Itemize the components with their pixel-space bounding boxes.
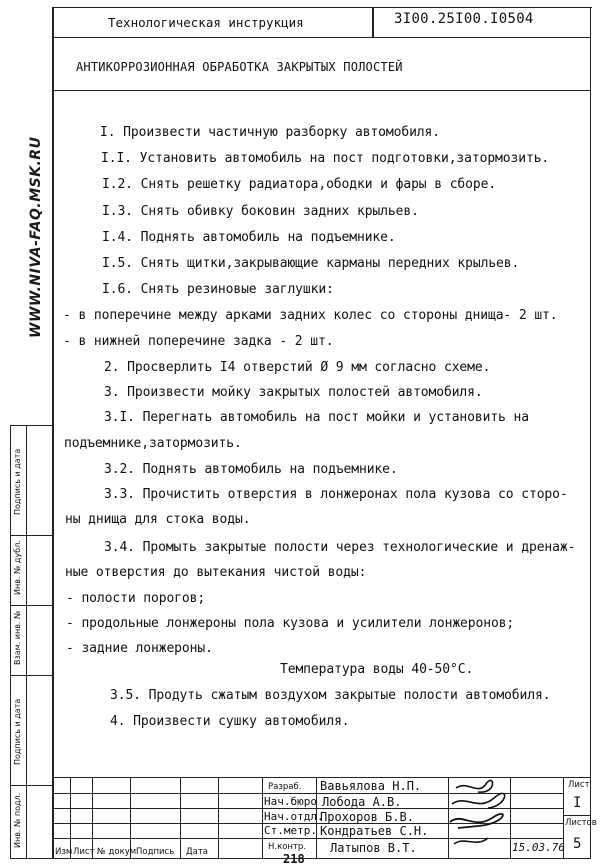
sheet-label: Лист — [568, 780, 590, 790]
header-left: Технологическая инструкция — [108, 15, 304, 30]
stamp-role: Ст.метр. — [264, 824, 317, 837]
sheet-value: I — [573, 795, 582, 811]
stamp-col-2 — [92, 777, 93, 858]
side-col-mid — [26, 425, 27, 859]
stamp-name: Лобода А.В. — [322, 795, 402, 809]
side-label-orig-inv: Инв. № подл. — [13, 792, 22, 848]
body-line: 3.I. Перегнать автомобиль на пост мойки и установить на — [104, 410, 529, 425]
header-right: 3I00.25I00.I0504 — [394, 11, 534, 27]
stamp-name: Кондратьев С.Н. — [320, 824, 429, 838]
body-line: I.3. Снять обивку боковин задних крыльев. — [102, 204, 419, 219]
body-line: I.4. Поднять автомобиль на подъемнике. — [102, 230, 396, 245]
body-line: 3.2. Поднять автомобиль на подъемнике. — [104, 462, 398, 477]
body-line: - полости порогов; — [66, 591, 206, 606]
stamp-role: Разраб. — [268, 782, 302, 792]
stamp-date: 15.03.76 — [512, 841, 565, 854]
body-line: 3.4. Промыть закрытые полости через технологические и дренаж- — [104, 540, 576, 555]
stamp-col-6 — [262, 777, 263, 858]
body-line: ны днища для стока воды. — [65, 512, 251, 527]
watermark-text: WWW.NIVA-FAQ.MSK.RU — [28, 136, 44, 338]
header-split — [372, 7, 374, 38]
side-label-sign-date-2: Подпись и дата — [13, 698, 22, 765]
body-line: - продольные лонжероны пола кузова и усилители лонжеронов; — [66, 616, 515, 631]
body-line: 2. Просверлить I4 отверстий Ø 9 мм согласно схеме. — [104, 360, 491, 375]
body-line: 4. Произвести сушку автомобиля. — [110, 714, 350, 729]
watermark — [8, 8, 44, 348]
body-line: I.5. Снять щитки,закрывающие карманы передних крыльев. — [102, 256, 520, 271]
body-line: 3.5. Продуть сжатым воздухом закрытые полости автомобиля. — [110, 688, 551, 703]
body-line: ные отверстия до вытекания чистой воды: — [65, 565, 367, 580]
side-label-dup-inv: Инв. № дубл. — [13, 540, 22, 595]
side-row-0 — [10, 425, 53, 426]
stamp-name: Вавьялова Н.П. — [320, 779, 422, 793]
header-divider — [52, 37, 591, 38]
body-line: I.I. Установить автомобиль на пост подготовки,затормозить. — [101, 151, 550, 166]
side-row-2 — [10, 605, 53, 606]
stamp-bottom-label: Лист — [73, 847, 95, 857]
side-col-left — [10, 425, 11, 859]
body-line: - в поперечине между арками задних колес со стороны днища- 2 шт. — [63, 308, 558, 323]
stamp-role: Нач.отдл. — [264, 810, 324, 823]
stamp-bottom-label: Изм — [55, 847, 73, 857]
stamp-bottom-label: № докум — [97, 847, 137, 857]
frame-left — [52, 7, 54, 859]
stamp-name: Прохоров Б.В. — [320, 810, 414, 824]
side-row-5 — [10, 858, 53, 859]
signature-scribbles — [448, 778, 568, 858]
frame-right — [590, 7, 591, 859]
body-line: I. Произвести частичную разборку автомобиля. — [100, 125, 440, 140]
side-label-sign-date-1: Подпись и дата — [13, 448, 22, 515]
body-line: - в нижней поперечине задка - 2 шт. — [63, 334, 334, 349]
sheets-value: 5 — [573, 836, 582, 852]
body-line: - задние лонжероны. — [66, 641, 213, 656]
stamp-role: Нач.бюро — [264, 795, 317, 808]
body-line: I.6. Снять резиновые заглушки: — [102, 282, 334, 297]
stamp-role: Н.контр. — [268, 842, 307, 852]
side-row-3 — [10, 675, 53, 676]
stamp-col-5 — [218, 777, 219, 858]
frame-top — [52, 7, 592, 8]
side-row-1 — [10, 535, 53, 536]
side-label-repl-inv: Взам. инв. № — [13, 610, 22, 665]
stamp-bottom-label: Дата — [186, 847, 209, 857]
sheets-label: Листов — [565, 818, 597, 828]
title-box-bottom — [52, 90, 591, 91]
stamp-col-1 — [70, 777, 71, 858]
stamp-col-3 — [130, 777, 131, 858]
body-line: подъемнике,затормозить. — [64, 436, 242, 451]
page-number: 218 — [283, 852, 305, 866]
document-title: АНТИКОРРОЗИОННАЯ ОБРАБОТКА ЗАКРЫТЫХ ПОЛОСТЕЙ — [76, 60, 403, 74]
stamp-name: Латыпов В.Т. — [330, 841, 417, 855]
body-line: Температура воды 40-50°С. — [280, 662, 474, 677]
stamp-bottom-label: Подпись — [136, 847, 175, 857]
side-row-4 — [10, 785, 53, 786]
stamp-col-4 — [180, 777, 181, 858]
body-line: I.2. Снять решетку радиатора,ободки и фары в сборе. — [102, 177, 497, 192]
stamp-bottom — [52, 858, 591, 859]
body-line: 3. Произвести мойку закрытых полостей автомобиля. — [104, 385, 483, 400]
body-line: 3.3. Прочистить отверстия в лонжеронах пола кузова со сторо- — [104, 487, 568, 502]
